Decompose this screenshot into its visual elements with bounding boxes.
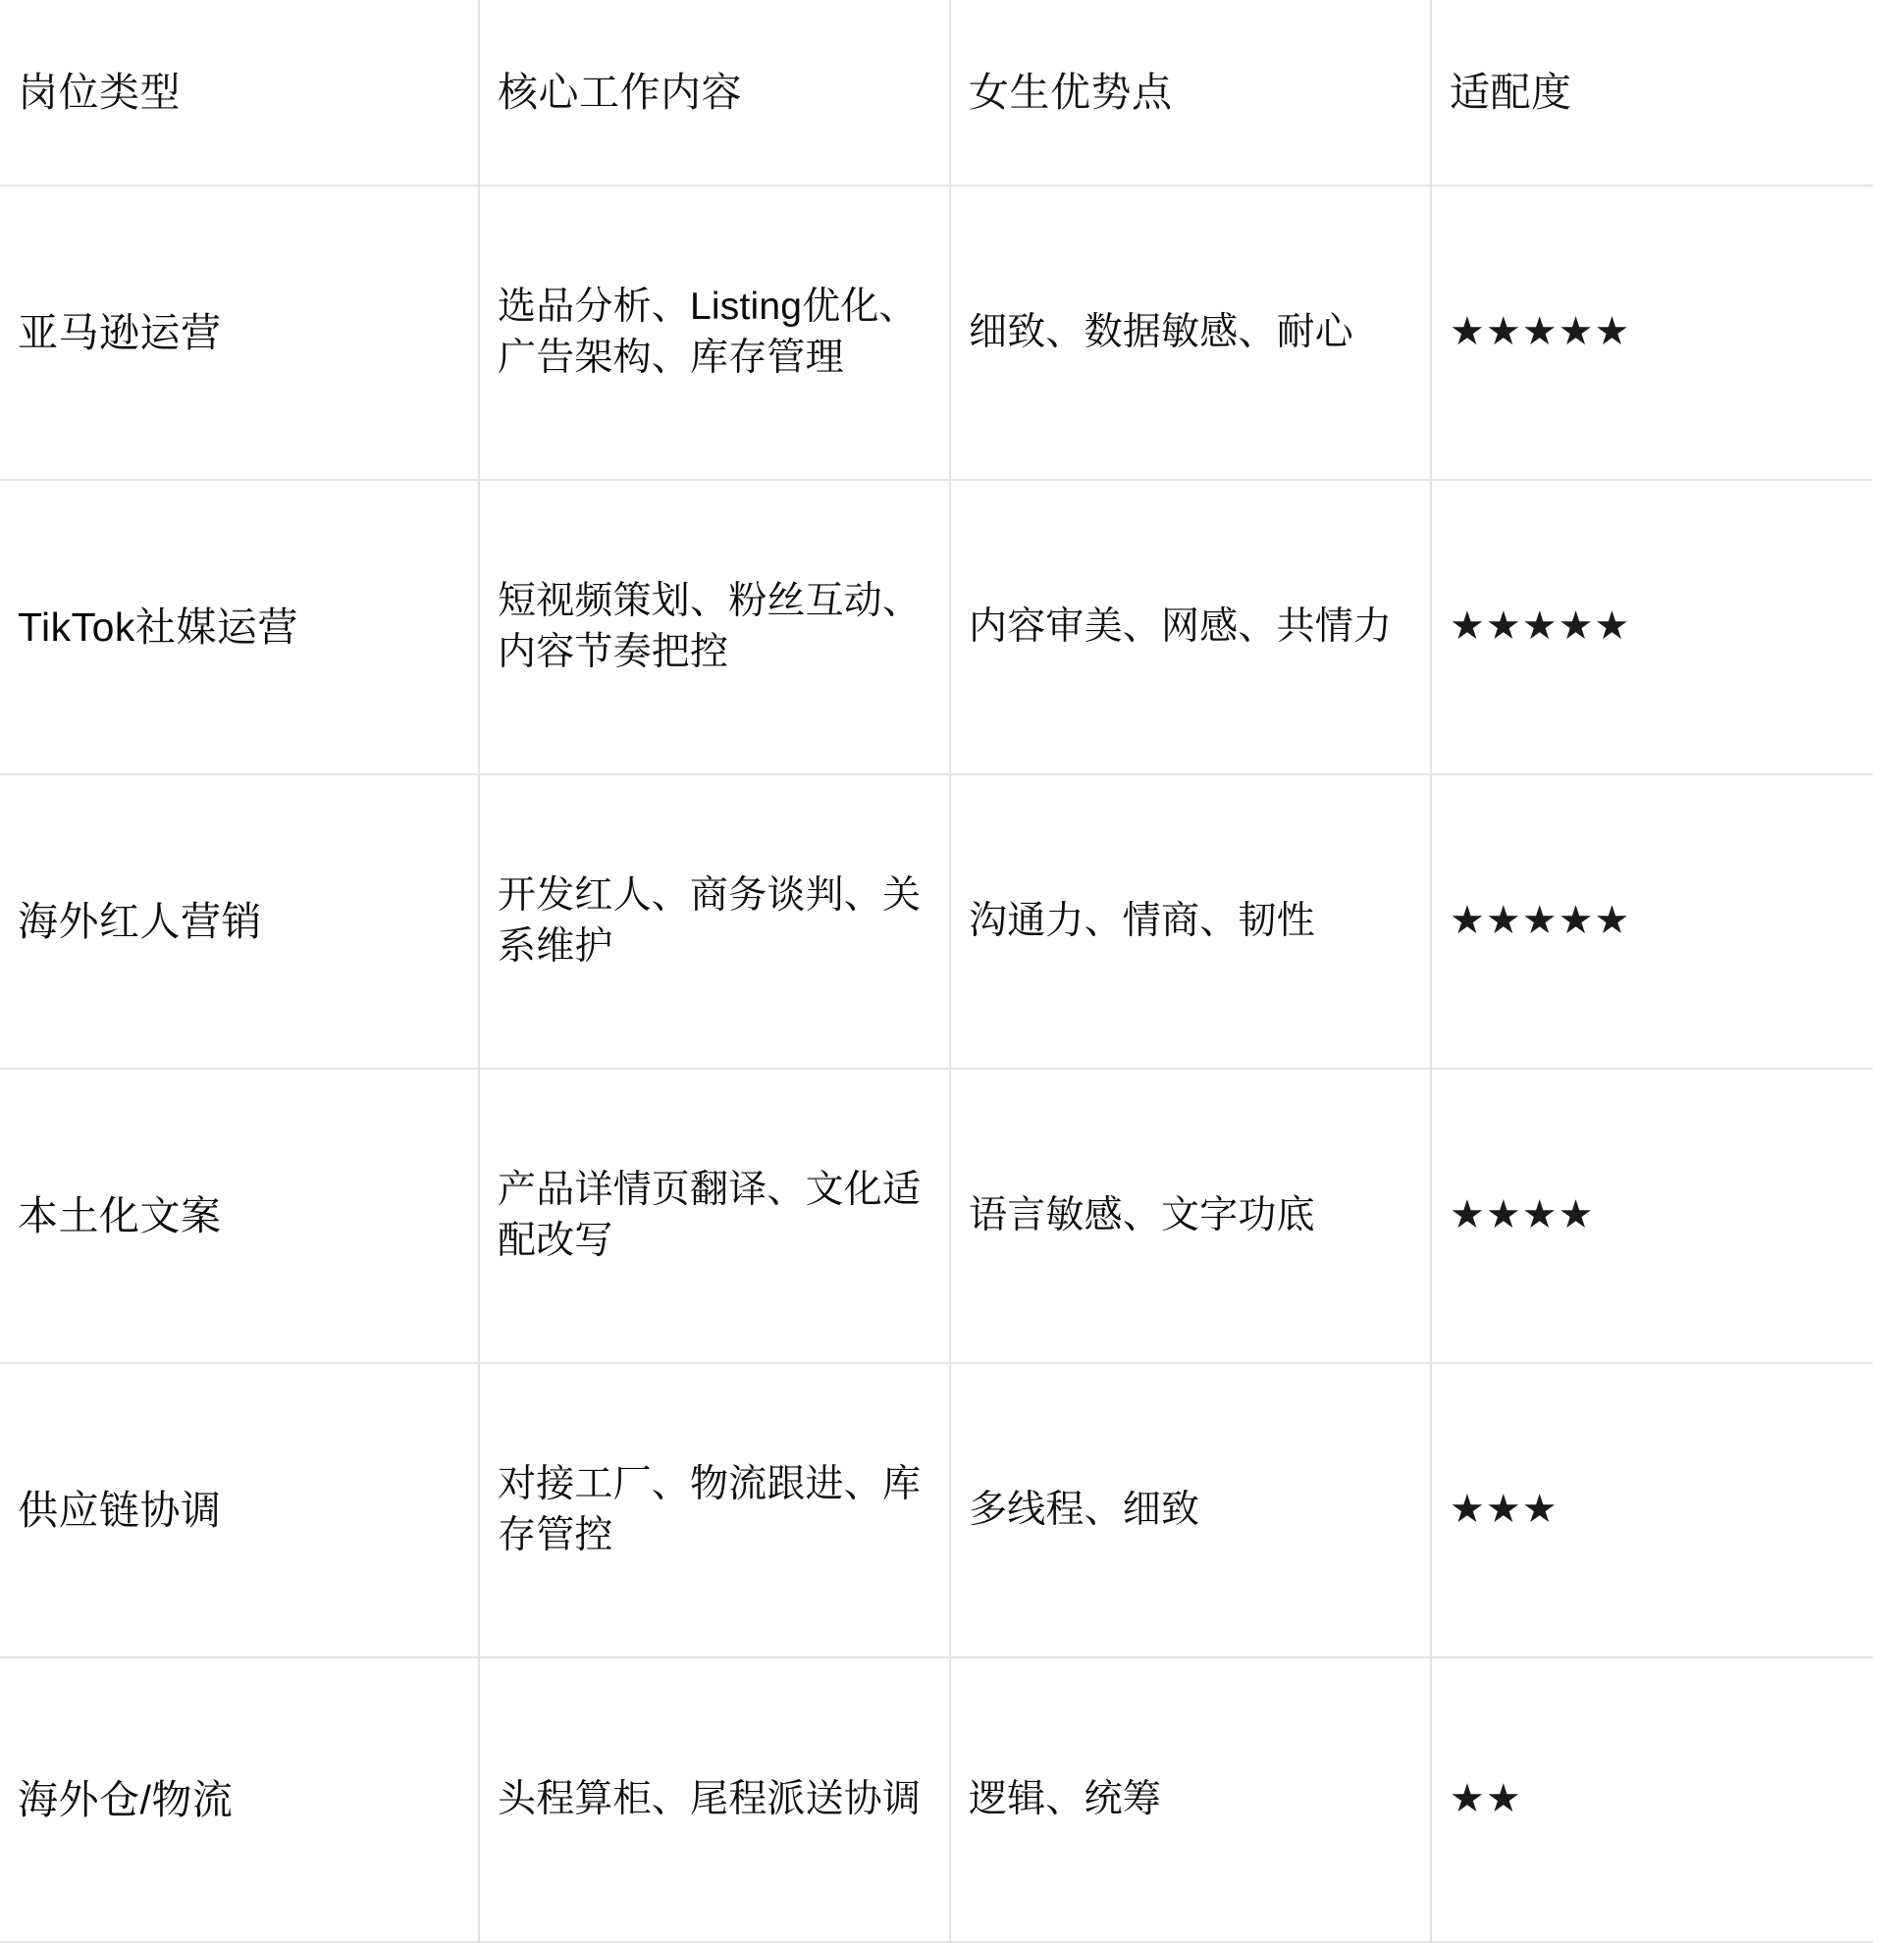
table-body	[0, 185, 1873, 1942]
table-row	[0, 1657, 1873, 1942]
cell-advantage: 逻辑、统筹	[950, 1657, 1431, 1942]
cell-duties: 开发红人、商务谈判、关系维护	[479, 774, 950, 1069]
cell-fit-rating: ★★★★★	[1431, 480, 1873, 774]
cell-role: 海外红人营销	[0, 774, 479, 1069]
table-row	[0, 1069, 1873, 1363]
header-row	[0, 0, 1873, 185]
column-header-fit: 适配度	[1431, 0, 1873, 185]
cell-advantage: 沟通力、情商、韧性	[950, 774, 1431, 1069]
column-header-advantage: 女生优势点	[950, 0, 1431, 185]
cell-role: 海外仓/物流	[0, 1657, 479, 1942]
cell-fit-rating: ★★★	[1431, 1363, 1873, 1657]
cell-fit-rating: ★★★★★	[1431, 774, 1873, 1069]
cell-role: TikTok社媒运营	[0, 480, 479, 774]
cell-advantage: 细致、数据敏感、耐心	[950, 185, 1431, 480]
cell-fit-rating: ★★	[1431, 1657, 1873, 1942]
table-header	[0, 0, 1873, 185]
cell-fit-rating: ★★★★	[1431, 1069, 1873, 1363]
cell-duties: 短视频策划、粉丝互动、内容节奏把控	[479, 480, 950, 774]
cell-role: 供应链协调	[0, 1363, 479, 1657]
cell-role: 本土化文案	[0, 1069, 479, 1363]
cell-duties: 头程算柜、尾程派送协调	[479, 1657, 950, 1942]
table-row	[0, 1363, 1873, 1657]
table-row	[0, 480, 1873, 774]
cell-advantage: 内容审美、网感、共情力	[950, 480, 1431, 774]
cell-duties: 对接工厂、物流跟进、库存管控	[479, 1363, 950, 1657]
cell-role: 亚马逊运营	[0, 185, 479, 480]
table-row	[0, 774, 1873, 1069]
column-header-role: 岗位类型	[0, 0, 479, 185]
cell-advantage: 多线程、细致	[950, 1363, 1431, 1657]
cell-fit-rating: ★★★★★	[1431, 185, 1873, 480]
column-header-duties: 核心工作内容	[479, 0, 950, 185]
cell-duties: 产品详情页翻译、文化适配改写	[479, 1069, 950, 1363]
cell-duties: 选品分析、Listing优化、广告架构、库存管理	[479, 185, 950, 480]
table-row	[0, 185, 1873, 480]
cell-advantage: 语言敏感、文字功底	[950, 1069, 1431, 1363]
